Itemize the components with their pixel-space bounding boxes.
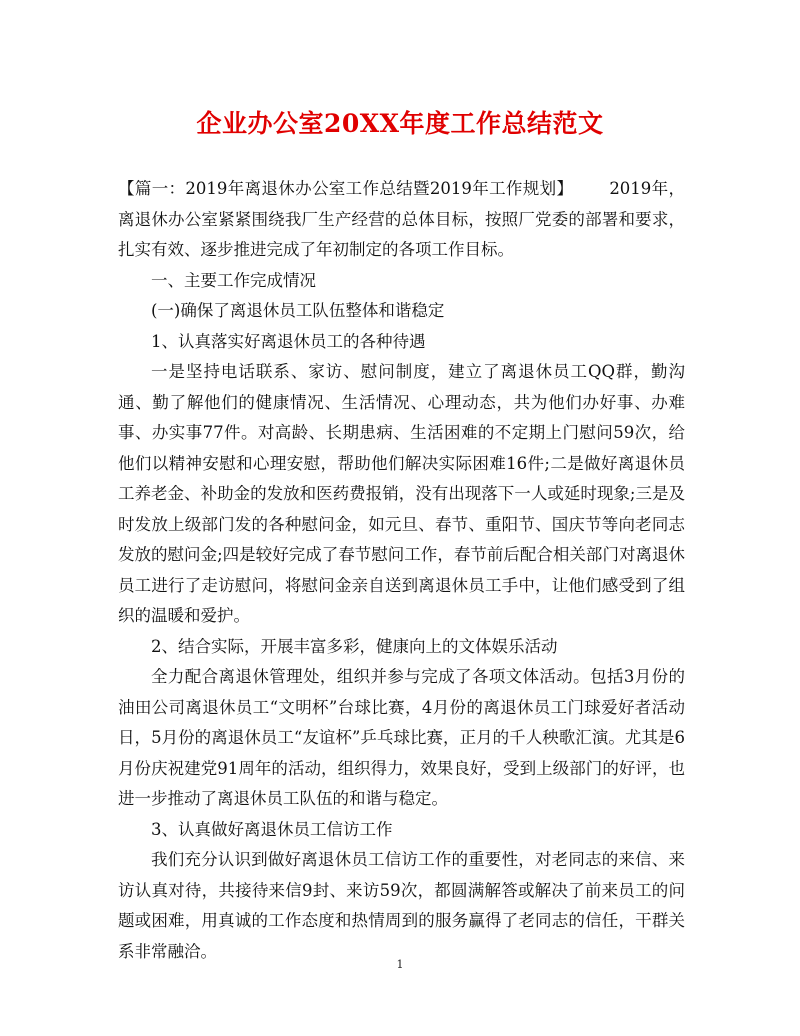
subsection-heading-stability: (一)确保了离退休员工队伍整体和谐稳定 [151, 301, 445, 320]
paragraph-petitions: 我们充分认识到做好离退休员工信访工作的重要性，对老同志的来信、来访认真对待，共接待来信9封、来访59次，都圆满解答或解决了前来员工的问题或困难，用真诚的工作态度和热情周到的服务赢得了老同志的信任，干群关系非常融洽。 [118, 850, 685, 961]
intro-heading: 【篇一：2019年离退休办公室工作总结暨2019年工作规划】 [118, 179, 574, 198]
page-number: 1 [396, 958, 404, 971]
document-body [118, 174, 685, 967]
paragraph-benefits: 一是坚持电话联系、家访、慰问制度，建立了离退休员工QQ群，勤沟通、勤了解他们的健康情况、生活情况、心理动态，共为他们办好事、办难事、办实事77件。对高龄、长期患病、生活困难的不定期上门慰问59次，给他们以精神安慰和心理安慰，帮助他们解决实际困难16件;二是做好离退休员工养老金、补助金的发放和医药费报销，没有出现落下一人或延时现象;三是及时发放上级部门发的各种慰问金，如元旦、春节、重阳节、国庆节等向老同志发放的慰问金;四是较好完成了春节慰问工作，春节前后配合相关部门对离退休员工进行了走访慰问，将慰问金亲自送到离退休员工手中，让他们感受到了组织的温暖和爱护。 [118, 362, 685, 625]
section-heading-main: 一、主要工作完成情况 [151, 270, 316, 290]
intro-text: 2019年，离退休办公室紧紧围绕我厂生产经营的总体目标，按照厂党委的部署和要求，扎实有效、逐步推进完成了年初制定的各项工作目标。 [118, 179, 685, 259]
item-heading-benefits: 1、认真落实好离退休员工的各种待遇 [151, 331, 426, 351]
paragraph-activities: 全力配合离退休管理处，组织并参与完成了各项文体活动。包括3月份的油田公司离退休员工“文明杯”台球比赛，4月份的离退休员工门球爱好者活动日，5月份的离退休员工“友谊杯”乒乓球比赛，正月的千人秧歌汇演。尤其是6月份庆祝建党91周年的活动，组织得力，效果良好，受到上级部门的好评，也进一步推动了离退休员工队伍的和谐与稳定。 [118, 667, 685, 808]
item-heading-activities: 2、结合实际，开展丰富多彩，健康向上的文体娱乐活动 [151, 636, 558, 656]
document-title: 企业办公室20XX年度工作总结范文 [196, 109, 604, 138]
item-heading-petitions: 3、认真做好离退休员工信访工作 [151, 819, 393, 839]
intro-paragraph [118, 174, 685, 266]
